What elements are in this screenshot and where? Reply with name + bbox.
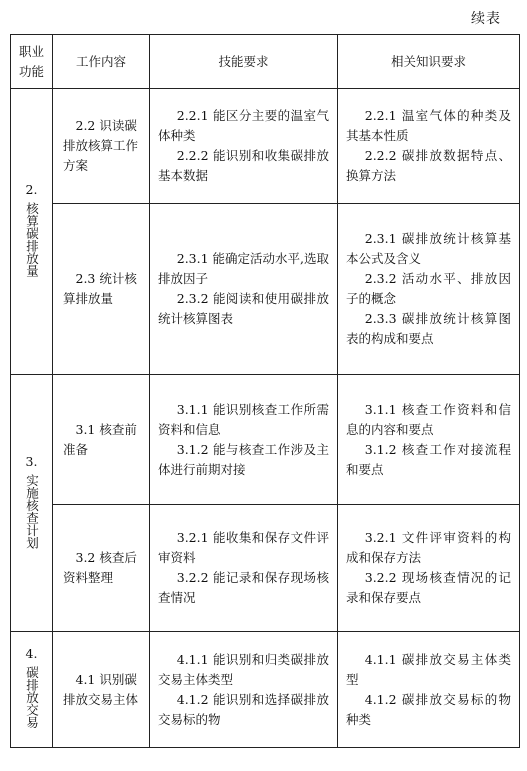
function-number: 2. xyxy=(25,182,38,197)
table-row xyxy=(11,89,520,204)
function-number: 3. xyxy=(25,453,38,469)
skills-table xyxy=(10,34,520,748)
header-skill-requirements: 技能要求 xyxy=(150,35,338,89)
knowledge-cell: 3.1.1 核查工作资料和信息的内容和要点 3.1.2 核查工作对接流程和要点 xyxy=(338,375,520,505)
header-function: 职业功能 xyxy=(11,35,53,89)
table-row xyxy=(11,632,520,748)
table-row xyxy=(11,204,520,375)
table-header-row xyxy=(11,35,520,89)
knowledge-cell: 2.2.1 温室气体的种类及其基本性质 2.2.2 碳排放数据特点、换算方法 xyxy=(338,89,520,204)
skill-cell: 2.2.1 能区分主要的温室气体种类 2.2.2 能识别和收集碳排放基本数据 xyxy=(150,89,338,204)
header-work-content: 工作内容 xyxy=(53,35,150,89)
work-content-cell: 3.1 核查前准备 xyxy=(53,375,150,505)
function-cell xyxy=(11,89,53,375)
knowledge-cell: 4.1.1 碳排放交易主体类型 4.1.2 碳排放交易标的物种类 xyxy=(338,632,520,748)
knowledge-cell: 3.2.1 文件评审资料的构成和保存方法 3.2.2 现场核查情况的记录和保存要点 xyxy=(338,505,520,632)
skill-cell: 3.1.1 能识别核查工作所需资料和信息 3.1.2 能与核查工作涉及主体进行前期对接 xyxy=(150,375,338,505)
table-row xyxy=(11,505,520,632)
header-knowledge-requirements: 相关知识要求 xyxy=(338,35,520,89)
work-content-cell: 4.1 识别碳排放交易主体 xyxy=(53,632,150,748)
function-name: 实施核查计划 xyxy=(24,473,40,549)
work-content-cell: 2.3 统计核算排放量 xyxy=(53,204,150,375)
skill-cell: 4.1.1 能识别和归类碳排放交易主体类型 4.1.2 能识别和选择碳排放交易标的物 xyxy=(150,632,338,748)
skill-cell: 2.3.1 能确定活动水平,选取排放因子 2.3.2 能阅读和使用碳排放统计核算图表 xyxy=(150,204,338,375)
function-cell xyxy=(11,375,53,632)
skill-cell: 3.2.1 能收集和保存文件评审资料 3.2.2 能记录和保存现场核查情况 xyxy=(150,505,338,632)
continued-label: 续表 xyxy=(471,11,501,27)
work-content-cell: 2.2 识读碳排放核算工作方案 xyxy=(53,89,150,204)
function-name: 核算碳排放量 xyxy=(24,202,40,277)
function-number: 4. xyxy=(25,646,38,662)
function-cell xyxy=(11,632,53,748)
function-name: 碳排放交易 xyxy=(24,666,40,729)
work-content-cell: 3.2 核查后资料整理 xyxy=(53,505,150,632)
table-row xyxy=(11,375,520,505)
knowledge-cell: 2.3.1 碳排放统计核算基本公式及含义 2.3.2 活动水平、排放因子的概念 2.3.3 碳排放统计核算图表的构成和要点 xyxy=(338,204,520,375)
